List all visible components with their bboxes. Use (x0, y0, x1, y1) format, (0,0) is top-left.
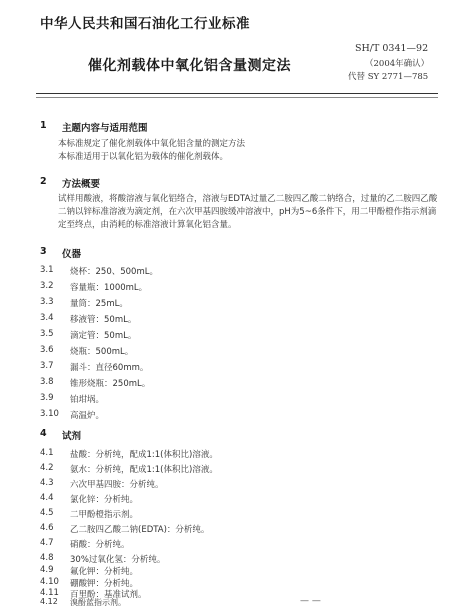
list-item-number: 4.12 (40, 597, 58, 606)
list-item-number: 4.9 (40, 565, 54, 575)
revision-note: （2004年确认） (365, 59, 430, 69)
list-item-number: 4.10 (40, 577, 59, 587)
list-item-text: 量筒：25mL。 (70, 299, 128, 309)
list-item-text: 盐酸：分析纯，配成1:1(体积比)溶液。 (70, 450, 218, 460)
list-item-number: 3.10 (40, 409, 59, 419)
document-title: 催化剂载体中氧化铝含量测定法 (88, 58, 291, 74)
list-item-number: 3.6 (40, 345, 54, 355)
section-3-number: 3 (40, 246, 47, 257)
list-item-text: 二甲酚橙指示剂。 (70, 510, 139, 520)
list-item-text: 烧瓶：500mL。 (70, 347, 134, 357)
section-1-paragraph-2: 本标准适用于以氧化铝为载体的催化剂载体。 (58, 152, 229, 162)
list-item-text: 氨水：分析纯，配成1:1(体积比)溶液。 (70, 465, 218, 475)
list-item-text: 30%过氧化氢：分析纯。 (70, 555, 166, 565)
list-item-number: 3.5 (40, 329, 54, 339)
list-item-text: 硝酸：分析纯。 (70, 540, 130, 550)
list-item-number: 4.11 (40, 588, 59, 598)
standard-code: SH/T 0341—92 (355, 43, 429, 54)
list-item-number: 3.7 (40, 361, 54, 371)
list-item-number: 4.7 (40, 538, 54, 548)
list-item-text: 锥形烧瓶：250mL。 (70, 379, 151, 389)
list-item-number: 4.8 (40, 553, 54, 563)
list-item-number: 3.4 (40, 313, 54, 323)
header-rule (36, 93, 438, 94)
list-item-text: 乙二胺四乙酸二钠(EDTA)：分析纯。 (70, 525, 210, 535)
list-item-number: 3.1 (40, 265, 54, 275)
section-2-title: 方法概要 (62, 179, 101, 190)
section-4-title: 试剂 (62, 431, 82, 442)
list-item-number: 4.2 (40, 463, 54, 473)
section-1-paragraph-1: 本标准规定了催化剂载体中氧化铝含量的测定方法 (58, 139, 246, 149)
section-2-paragraph: 试样用酸液，将酸溶液与氧化铝络合，溶液与EDTA过量乙二胺四乙酸二钠络合，过量的乙二胺四乙酸二钠以锌标准溶液为滴定剂，在六次甲基四胺缓冲溶液中，pH为5~6条件下，用二甲酚橙作指示剂滴定至终点，由消耗的标准溶液计算氧化铝含量。 (58, 194, 438, 230)
list-item-text: 百里酚：基准试剂。 (70, 590, 147, 600)
page-mark: — — (300, 596, 321, 606)
header-rule-thin (36, 97, 438, 98)
list-item-number: 3.9 (40, 393, 54, 403)
list-item-number: 4.5 (40, 508, 54, 518)
section-3-title: 仪器 (62, 249, 82, 260)
list-item-text: 氯化锌：分析纯。 (70, 495, 139, 505)
standard-title: 中华人民共和国石油化工行业标准 (40, 16, 250, 32)
list-item-text: 铂坩埚。 (70, 395, 105, 405)
list-item-number: 3.3 (40, 297, 54, 307)
list-item-text: 容量瓶：1000mL。 (70, 283, 148, 293)
list-item-number: 4.3 (40, 478, 54, 488)
section-1-number: 1 (40, 120, 47, 131)
list-item-number: 3.2 (40, 281, 54, 291)
list-item-text: 滴定管：50mL。 (70, 331, 137, 341)
section-4-number: 4 (40, 428, 47, 439)
list-item-text: 溴酚蓝指示剂。 (70, 598, 126, 607)
list-item-number: 4.6 (40, 523, 54, 533)
list-item-text: 硼酸钾：分析纯。 (70, 579, 139, 589)
list-item-number: 4.4 (40, 493, 54, 503)
replaces-note: 代替 SY 2771—785 (348, 72, 429, 82)
list-item-text: 高温炉。 (70, 411, 105, 421)
list-item-number: 3.8 (40, 377, 54, 387)
list-item-text: 移液管：50mL。 (70, 315, 137, 325)
list-item-text: 烧杯：250、500mL。 (70, 267, 158, 277)
list-item-number: 4.1 (40, 448, 54, 458)
list-item-text: 氟化钾：分析纯。 (70, 567, 139, 577)
section-1-title: 主题内容与适用范围 (62, 123, 148, 134)
list-item-text: 漏斗：直径60mm。 (70, 363, 149, 373)
list-item-text: 六次甲基四胺：分析纯。 (70, 480, 164, 490)
section-2-number: 2 (40, 176, 47, 187)
